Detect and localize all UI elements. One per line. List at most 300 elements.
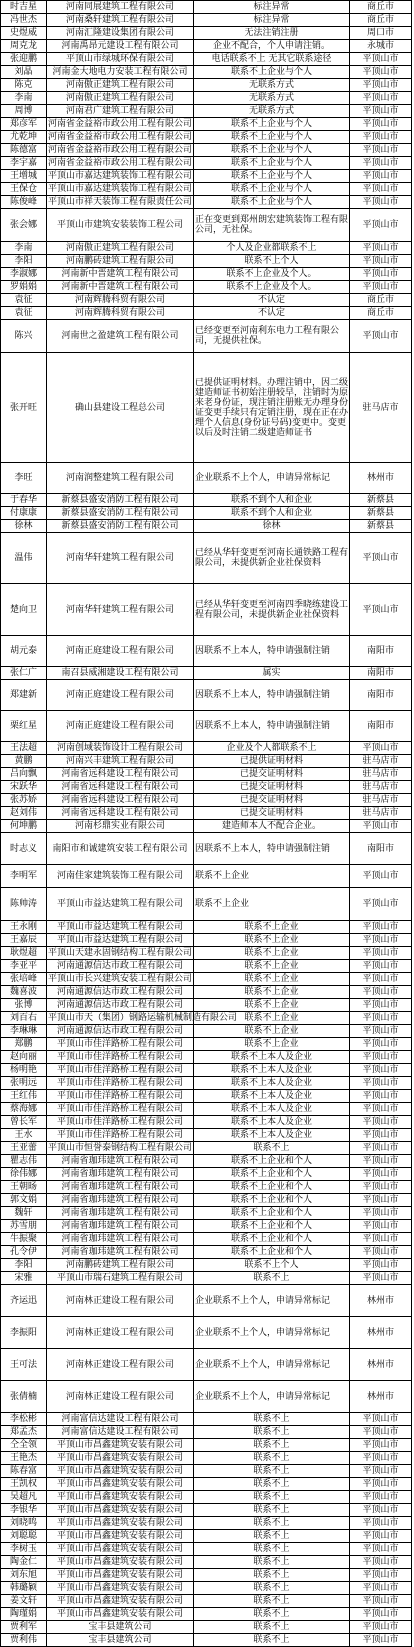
company-name-cell: 河南傲正建筑工程有限公司 [47, 79, 194, 92]
company-name-cell: 河南傲正建筑工程有限公司 [47, 242, 194, 255]
person-name-cell: 宋雅 [1, 1272, 47, 1285]
person-name-cell: 瞿志伟 [1, 1155, 47, 1168]
person-name-cell: 温伟 [1, 533, 47, 584]
table-row [1, 1220, 412, 1233]
table-row [1, 79, 412, 92]
city-cell: 平顶山市 [350, 79, 412, 92]
table-row [1, 294, 412, 307]
company-name-cell: 平顶山市昌鑫建筑安装有限公司 [47, 1595, 194, 1608]
company-name-cell: 平顶山市昌鑫建筑安装有限公司 [47, 1569, 194, 1582]
city-cell: 平顶山市 [350, 1608, 412, 1621]
table-row [1, 1077, 412, 1090]
table-row [1, 1465, 412, 1478]
table-row [1, 820, 412, 833]
city-cell: 商丘市 [350, 14, 412, 27]
person-name-cell: 尤乾坤 [1, 131, 47, 144]
city-cell: 平顶山市 [350, 888, 412, 921]
table-row [1, 667, 412, 680]
status-note-cell: 联系不上 [194, 1530, 350, 1543]
table-row [1, 960, 412, 973]
person-name-cell: 李南 [1, 92, 47, 105]
city-cell: 平顶山市 [350, 533, 412, 584]
company-name-cell: 平顶山市佳洋路桥工程有限公司 [47, 1129, 194, 1142]
company-name-cell: 河南林正建设工程有限公司 [47, 1285, 194, 1317]
status-note-cell: 联系不上 [194, 1608, 350, 1621]
company-name-cell: 河南新中晋建筑工程有限公司 [47, 281, 194, 294]
person-name-cell: 刘百右 [1, 1012, 47, 1025]
table-row [1, 584, 412, 636]
status-note-cell: 联系不上本人及企业 [194, 1064, 350, 1077]
company-name-cell: 平顶山市佳洋路桥工程有限公司 [47, 1077, 194, 1090]
status-note-cell: 因联系不上本人，特申请强制注销 [194, 711, 350, 742]
table-row [1, 807, 412, 820]
table-row [1, 888, 412, 921]
person-name-cell: 郑彦军 [1, 118, 47, 131]
status-note-cell: 因联系不上本人，特申请强制注销 [194, 680, 350, 711]
status-note-cell: 企业及个人都联系不上 [194, 742, 350, 755]
table-row [1, 1556, 412, 1569]
status-note-cell: 联系不上企业和个人 [194, 1246, 350, 1259]
status-note-cell: 联系不上 [194, 1272, 350, 1285]
table-row [1, 1025, 412, 1038]
table-row [1, 118, 412, 131]
status-note-cell: 无法注销注册 [194, 27, 350, 40]
person-name-cell: 周博 [1, 105, 47, 118]
city-cell: 平顶山市 [350, 1543, 412, 1556]
person-name-cell: 陈克 [1, 79, 47, 92]
company-name-cell: 平顶山市恒誉泰钢结构工程有限公司 [48, 1143, 193, 1153]
company-name-cell: 河南省珈玮建筑工程有限公司 [47, 1207, 194, 1220]
status-note-cell: 联系不上企业与个人 [194, 196, 350, 209]
status-note-cell: 已提交证明材料 [194, 794, 350, 807]
city-cell: 平顶山市 [350, 1194, 412, 1207]
company-name-cell: 平顶山市建筑安装装饰工程公司 [47, 209, 194, 242]
table-row [1, 40, 412, 53]
person-name-cell: 李南 [1, 242, 47, 255]
city-cell: 驻马店市 [350, 781, 412, 794]
person-name-cell: 李银华 [1, 1504, 47, 1517]
table-row [1, 66, 412, 79]
city-cell: 平顶山市 [350, 1439, 412, 1452]
person-name-cell: 蔡海娜 [1, 1103, 47, 1116]
city-cell: 驻马店市 [350, 768, 412, 781]
person-name-cell: 楚向卫 [1, 584, 47, 636]
status-note-cell: 联系不上企业和个人 [194, 1155, 350, 1168]
city-cell: 平顶山市 [350, 1569, 412, 1582]
city-cell: 平顶山市 [350, 1129, 412, 1142]
city-cell: 驻马店市 [350, 807, 412, 820]
city-cell: 平顶山市 [350, 196, 412, 209]
person-name-cell: 李旺 [1, 463, 47, 494]
person-name-cell: 刘晶 [1, 66, 47, 79]
company-name-cell: 河南华轩建筑工程有限公司 [47, 584, 194, 636]
city-cell: 驻马店市 [350, 794, 412, 807]
status-note-cell: 联系不上企业 [194, 973, 350, 986]
table-row [1, 1207, 412, 1220]
status-note-cell: 联系不上企业与个人 [194, 66, 350, 79]
city-cell: 平顶山市 [350, 865, 412, 888]
company-name-cell: 河南同展建筑工程有限公司 [47, 1, 194, 14]
person-name-cell: 何坤鹏 [1, 820, 47, 833]
company-name-cell: 平顶山市昌鑫建筑安装有限公司 [47, 1439, 194, 1452]
person-name-cell: 时志义 [1, 833, 47, 865]
city-cell: 驻马店市 [350, 353, 412, 463]
city-cell: 林州市 [350, 1317, 412, 1349]
table-row [1, 711, 412, 742]
person-name-cell: 姜文轩 [1, 1595, 47, 1608]
person-name-cell: 李振阳 [1, 1317, 47, 1349]
person-name-cell: 张博 [1, 999, 47, 1012]
table-row [1, 921, 412, 934]
city-cell: 平顶山市 [350, 1259, 412, 1272]
status-note-cell: 联系不上企业和个人 [194, 1168, 350, 1181]
table-row [1, 768, 412, 781]
city-cell: 平顶山市 [350, 242, 412, 255]
table-row [1, 1621, 412, 1634]
status-note-cell: 联系不上企业 [194, 934, 350, 947]
company-name-cell: 平顶山市天（集团）钢路运输机械制造有限公司 [48, 1013, 238, 1023]
person-name-cell: 时吉星 [1, 1, 47, 14]
company-name-cell: 河南省金益裕市政公用工程有限公司 [48, 132, 193, 142]
status-note-cell: 联系不上 [194, 1517, 350, 1530]
table-row [1, 1038, 412, 1051]
table-row [1, 27, 412, 40]
company-name-cell: 河南省珈玮建筑工程有限公司 [47, 1155, 194, 1168]
table-row [1, 1426, 412, 1439]
city-cell: 平顶山市 [350, 255, 412, 268]
status-note-cell: 联系不上企业 [194, 960, 350, 973]
table-row [1, 1064, 412, 1077]
company-name-cell: 河南省远科建设工程有限公司 [47, 794, 194, 807]
company-name-cell: 平顶山市绿城环保有限公司 [47, 53, 194, 66]
status-note-cell: 联系不上 [194, 1543, 350, 1556]
company-name-cell: 平顶山市昌鑫建筑安装有限公司 [47, 1504, 194, 1517]
table-row [1, 1439, 412, 1452]
person-name-cell: 陈帅涛 [1, 888, 47, 921]
status-note-cell: 联系不上 [194, 1413, 350, 1426]
city-cell: 平顶山市 [350, 1233, 412, 1246]
city-cell: 平顶山市 [350, 742, 412, 755]
company-name-cell: 平顶山市佳洋路桥工程有限公司 [47, 1090, 194, 1103]
table-row [1, 144, 412, 157]
table-row [1, 1608, 412, 1621]
city-cell: 平顶山市 [350, 1246, 412, 1259]
status-note-cell: 联系不到个人和企业 [194, 494, 350, 507]
status-note-cell: 联系不上 [194, 1439, 350, 1452]
table-row [1, 973, 412, 986]
company-name-cell: 宝丰县建筑公司 [47, 1621, 194, 1634]
status-note-cell: 联系不上 [194, 1569, 350, 1582]
table-row [1, 833, 412, 865]
company-name-cell: 河南通源信达市政工程有限公司 [47, 960, 194, 973]
person-name-cell: 付康康 [1, 507, 47, 520]
person-name-cell: 冯世杰 [1, 14, 47, 27]
status-note-cell: 联系不上 [194, 1634, 350, 1647]
company-name-cell: 河南杉鼎实业有限公司 [47, 820, 194, 833]
table-row [1, 507, 412, 520]
person-name-cell: 吴超凡 [1, 1491, 47, 1504]
status-note-cell: 联系不上企业和个人 [194, 1233, 350, 1246]
status-note-cell: 联系不上企业和个人 [194, 1194, 350, 1207]
person-name-cell: 王红伟 [1, 1090, 47, 1103]
status-note-cell: 已提交证明材料 [194, 781, 350, 794]
status-note-cell: 联系不上企业及个人。 [194, 268, 350, 281]
status-note-cell: 因联系不上本人，特申请强制注销 [194, 833, 350, 865]
city-cell: 驻马店市 [350, 755, 412, 768]
status-note-cell: 已经从华轩变更至河南长通铁路工程有限公司，未提供新企业社保资料 [194, 533, 350, 584]
status-note-cell: 联系不上企业 [194, 947, 350, 960]
status-note-cell: 无联系方式 [194, 92, 350, 105]
company-name-cell: 河南省珈玮建筑工程有限公司 [47, 1246, 194, 1259]
table-row [1, 494, 412, 507]
city-cell: 林州市 [350, 1285, 412, 1317]
table-row [1, 105, 412, 118]
company-name-cell: 平顶山市佳洋路桥工程有限公司 [47, 1116, 194, 1129]
company-name-cell: 河南省珈玮建筑工程有限公司 [47, 1233, 194, 1246]
status-note-cell: 个人及企业都联系不上 [194, 242, 350, 255]
status-note-cell: 企业联系不上个人，申请异常标记 [194, 1381, 350, 1413]
city-cell: 平顶山市 [350, 1051, 412, 1064]
person-name-cell: 张培峰 [1, 973, 47, 986]
status-note-cell: 联系不上企业与个人 [194, 183, 350, 196]
person-name-cell: 郭文娟 [1, 1194, 47, 1207]
status-note-cell: 联系不上企业 [194, 921, 350, 934]
city-cell: 平顶山市 [350, 1168, 412, 1181]
status-note-cell: 联系不上企业 [194, 888, 350, 921]
table-row [1, 934, 412, 947]
person-name-cell: 王保仓 [1, 183, 47, 196]
table-row [1, 255, 412, 268]
company-name-cell: 平顶山市祥天装饰工程有限责任公司 [48, 197, 193, 207]
table-row [1, 1517, 412, 1530]
table-row [1, 742, 412, 755]
city-cell: 平顶山市 [350, 131, 412, 144]
city-cell: 平顶山市 [350, 1621, 412, 1634]
company-name-cell: 南召县威湘建设工程有限公司 [47, 667, 194, 680]
city-cell: 商丘市 [350, 307, 412, 320]
table-row [1, 242, 412, 255]
city-cell: 平顶山市 [350, 820, 412, 833]
city-cell: 平顶山市 [350, 320, 412, 353]
company-name-cell: 平顶山市佳洋路桥工程有限公司 [47, 1038, 194, 1051]
company-name-cell: 河南省珈玮建筑工程有限公司 [47, 1168, 194, 1181]
status-note-cell: 企业联系不上个人，申请异常标记 [194, 463, 350, 494]
company-name-cell: 平顶山市昌鑫建筑安装有限公司 [47, 1530, 194, 1543]
person-name-cell: 牛振聚 [1, 1233, 47, 1246]
city-cell: 平顶山市 [350, 105, 412, 118]
status-note-cell: 建造师本人不配合企业。 [194, 820, 350, 833]
person-name-cell: 韩璐颖 [1, 1582, 47, 1595]
status-note-cell: 企业联系不上个人，申请异常标记 [194, 1285, 350, 1317]
company-name-cell: 平顶山市瑞石建筑工程有限公司 [47, 1272, 194, 1285]
company-name-cell: 河南鹏砖建筑工程有限公司 [47, 255, 194, 268]
company-name-cell: 宝丰县建筑公司 [47, 1634, 194, 1647]
table-row [1, 183, 412, 196]
company-name-cell: 河南林正建设工程有限公司 [47, 1381, 194, 1413]
table-row [1, 1103, 412, 1116]
city-cell: 商丘市 [350, 294, 412, 307]
status-note-cell: 联系不上企业及个人。 [194, 281, 350, 294]
city-cell: 平顶山市 [350, 1595, 412, 1608]
person-name-cell: 苏雪朋 [1, 1220, 47, 1233]
status-note-cell: 联系不上企业与个人 [194, 118, 350, 131]
table-row [1, 781, 412, 794]
person-name-cell: 王朝旸 [1, 1181, 47, 1194]
person-name-cell: 李宇嘉 [1, 157, 47, 170]
city-cell: 平顶山市 [350, 144, 412, 157]
city-cell: 平顶山市 [350, 1012, 412, 1025]
person-name-cell: 王可法 [1, 1349, 47, 1381]
status-note-cell: 徐林 [194, 520, 350, 533]
city-cell: 平顶山市 [350, 1207, 412, 1220]
person-name-cell: 张开旺 [1, 353, 47, 463]
city-cell: 平顶山市 [350, 960, 412, 973]
table-row [1, 170, 412, 183]
status-note-cell: 联系不上 [194, 1621, 350, 1634]
table-row [1, 209, 412, 242]
status-note-cell: 因联系不上本人，特申请强制注销 [194, 636, 350, 667]
table-row [1, 533, 412, 584]
status-note-cell: 已提交证明材料 [194, 807, 350, 820]
table-row [1, 1504, 412, 1517]
person-name-cell: 贾利军 [1, 1621, 47, 1634]
person-name-cell: 宋跃华 [1, 781, 47, 794]
table-row [1, 196, 412, 209]
table-row [1, 520, 412, 533]
company-name-cell: 平顶山市昌鑫建筑安装有限公司 [47, 1608, 194, 1621]
company-name-cell: 平顶山市昌鑫建筑安装有限公司 [47, 1556, 194, 1569]
status-note-cell: 联系不上本人及企业 [194, 1077, 350, 1090]
company-name-cell: 河南润整建筑工程有限公司 [47, 463, 194, 494]
status-note-cell: 不认定 [194, 307, 350, 320]
status-note-cell: 联系不上 [194, 1452, 350, 1465]
table-row [1, 131, 412, 144]
table-row [1, 680, 412, 711]
company-name-cell: 确山县建设工程总公司 [47, 353, 194, 463]
status-note-cell: 联系不上企业 [194, 1012, 350, 1025]
city-cell: 平顶山市 [350, 1064, 412, 1077]
status-note-cell: 联系不上企业与个人 [194, 170, 350, 183]
person-name-cell: 王水 [1, 1129, 47, 1142]
company-name-cell: 河南新中晋建筑工程有限公司 [47, 268, 194, 281]
company-name-cell: 河南富信达建设工程有限公司 [47, 1413, 194, 1426]
status-note-cell: 联系不上企业 [194, 986, 350, 999]
status-note-cell: 联系不上个人 [194, 255, 350, 268]
table-row [1, 157, 412, 170]
company-name-cell: 河南林正建设工程有限公司 [47, 1317, 194, 1349]
city-cell: 平顶山市 [350, 1220, 412, 1233]
status-note-cell: 联系不上个人 [194, 1259, 350, 1272]
table-row [1, 1634, 412, 1647]
company-name-cell: 河南禹昂元建设工程有限公司 [47, 40, 194, 53]
person-name-cell: 张仁广 [1, 667, 47, 680]
company-name-cell: 河南省金益裕市政公用工程有限公司 [48, 145, 193, 155]
company-name-cell: 河南鹏砖建筑工程有限公司 [47, 1259, 194, 1272]
city-cell: 平顶山市 [350, 1478, 412, 1491]
status-note-cell: 已经变更至河南利东电力工程有限公司，无提供社保。 [194, 320, 350, 353]
status-note-cell: 不认定 [194, 294, 350, 307]
company-name-cell: 河南省珈玮建筑工程有限公司 [47, 1194, 194, 1207]
city-cell: 平顶山市 [350, 921, 412, 934]
table-row [1, 1116, 412, 1129]
status-note-cell: 属实 [194, 667, 350, 680]
city-cell: 平顶山市 [350, 1025, 412, 1038]
company-name-cell: 河南省远科建设工程有限公司 [47, 807, 194, 820]
status-note-cell: 企业联系不上个人，申请异常标记 [194, 1349, 350, 1381]
company-name-cell: 平顶山市昌鑫建筑安装有限公司 [47, 1491, 194, 1504]
person-name-cell: 史煜威 [1, 27, 47, 40]
person-name-cell: 栗红星 [1, 711, 47, 742]
company-name-cell: 河南华轩建筑工程有限公司 [47, 533, 194, 584]
person-name-cell: 仝全领 [1, 1439, 47, 1452]
status-note-cell: 联系不上企业与个人 [194, 144, 350, 157]
status-note-cell: 联系不上企业 [194, 865, 350, 888]
company-name-cell: 河南君广建筑工程有限公司 [47, 105, 194, 118]
table-row [1, 353, 412, 463]
status-note-cell: 联系不上企业与个人 [194, 131, 350, 144]
city-cell: 南阳市 [350, 667, 412, 680]
company-name-cell: 河南辉腾科贸有限公司 [47, 294, 194, 307]
city-cell: 新蔡县 [350, 520, 412, 533]
table-row [1, 1530, 412, 1543]
city-cell: 平顶山市 [350, 1116, 412, 1129]
table-row [1, 986, 412, 999]
company-name-cell: 平顶山市昌鑫建筑安装有限公司 [47, 1582, 194, 1595]
person-name-cell: 李淑娜 [1, 268, 47, 281]
company-name-cell: 平顶山市嘉达建筑装饰工程有限公司 [48, 184, 193, 194]
status-note-cell: 联系不上本人及企业 [194, 1103, 350, 1116]
person-name-cell: 陈春富 [1, 1465, 47, 1478]
company-name-cell: 新蔡县盛安消防工程有限公司 [47, 520, 194, 533]
status-note-cell: 联系不上 [194, 1504, 350, 1517]
status-note-cell: 联系不上 [194, 1465, 350, 1478]
company-name-cell: 平顶山市佳洋路桥工程有限公司 [47, 1051, 194, 1064]
person-name-cell: 魏轩 [1, 1207, 47, 1220]
table-row [1, 307, 412, 320]
city-cell: 南阳市 [350, 680, 412, 711]
company-name-cell: 河南正庭建设工程有限公司 [47, 636, 194, 667]
table-row [1, 1413, 412, 1426]
person-name-cell: 王亚蕾 [1, 1142, 47, 1155]
person-name-cell: 李明军 [1, 865, 47, 888]
status-note-cell: 无联系方式 [194, 79, 350, 92]
status-note-cell: 标注异常 [194, 14, 350, 27]
table-row [1, 1012, 412, 1025]
person-name-cell: 郑孟杰 [1, 1426, 47, 1439]
city-cell: 林州市 [350, 1381, 412, 1413]
table-row [1, 999, 412, 1012]
table-row [1, 636, 412, 667]
table-row [1, 1582, 412, 1595]
city-cell: 平顶山市 [350, 157, 412, 170]
city-cell: 平顶山市 [350, 53, 412, 66]
table-row [1, 1142, 412, 1155]
city-cell: 平顶山市 [350, 1452, 412, 1465]
city-cell: 平顶山市 [350, 1181, 412, 1194]
company-name-cell: 河南世之盈建筑工程有限公司 [47, 320, 194, 353]
company-name-cell: 平顶山市长兴建筑安装工程有限公司 [48, 974, 193, 984]
status-note-cell: 联系不到个人和企业 [194, 507, 350, 520]
company-name-cell: 河南省远科建设工程有限公司 [47, 781, 194, 794]
status-note-cell: 联系不上本人及企业 [194, 1129, 350, 1142]
records-table-body [1, 1, 412, 1647]
company-name-cell: 河南佳家建筑装饰工程有限公司 [47, 865, 194, 888]
table-row [1, 1259, 412, 1272]
table-row [1, 1543, 412, 1556]
person-name-cell: 孔令伊 [1, 1246, 47, 1259]
status-note-cell: 联系不上企业 [194, 1038, 350, 1051]
person-name-cell: 李阳 [1, 1259, 47, 1272]
